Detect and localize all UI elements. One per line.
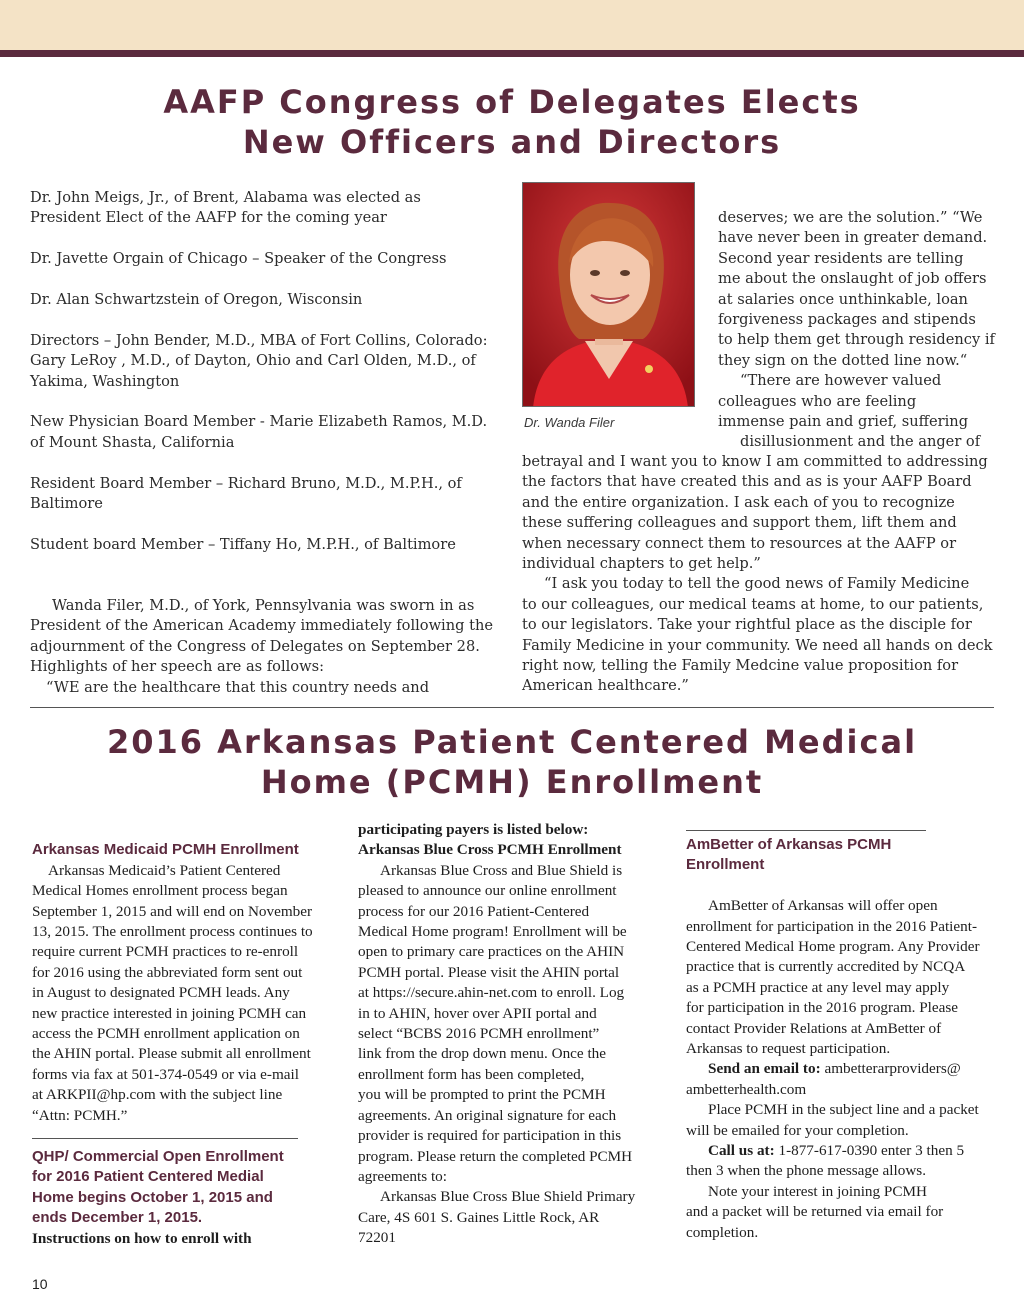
- headline-line: AAFP Congress of Delegates Elects: [163, 83, 861, 121]
- text-line: “I ask you today to tell the good news of Family Medicine: [544, 575, 970, 593]
- text-line: Medical Homes enrollment process began: [32, 882, 288, 900]
- text-line: Gary LeRoy , M.D., of Dayton, Ohio and Carl Olden, M.D., of: [30, 352, 476, 370]
- headline-line: 2016 Arkansas Patient Centered Medical: [106, 723, 918, 761]
- column-spacer: [32, 820, 342, 840]
- text-line: “There are however valued: [740, 372, 942, 390]
- text-line: process for our 2016 Patient-Centered: [358, 902, 590, 920]
- text-line: contact Provider Relations at AmBetter of: [686, 1019, 942, 1037]
- text-line: then 3 when the phone message allows.: [686, 1162, 926, 1180]
- text-line: enrollment for participation in the 2016 Patient-: [686, 917, 978, 935]
- text-line: in August to designated PCMH leads. Any: [32, 984, 290, 1002]
- text-line: agreements. An original signature for each: [358, 1106, 617, 1124]
- text-line: 72201: [358, 1229, 396, 1247]
- text-line: link from the drop down menu. Once the: [358, 1045, 607, 1063]
- text-line: Care, 4S 601 S. Gaines Little Rock, AR: [358, 1208, 600, 1226]
- paragraph-gap: [30, 229, 500, 249]
- text-line: Wanda Filer, M.D., of York, Pennsylvania was sworn in as: [52, 597, 475, 614]
- paragraph-gap: [30, 270, 500, 290]
- text-line: these suffering colleagues and support them, lift them and: [522, 514, 957, 532]
- text-line: Student board Member – Tiffany Ho, M.P.H., of Baltimore: [30, 535, 456, 553]
- section-divider: [30, 707, 994, 708]
- paragraph-gap: [30, 453, 500, 473]
- text-line: Dr. John Meigs, Jr., of Brent, Alabama was elected as: [30, 189, 421, 206]
- article1-headline: [40, 82, 984, 162]
- text-line: adjournment of the Congress of Delegates on September 28.: [30, 637, 480, 655]
- phone-number: 1-877-617-0390 enter 3 then 5: [774, 1142, 965, 1160]
- text-line: open to primary care practices on the AHIN: [358, 943, 625, 961]
- article1-right-wide-column: [522, 452, 1002, 697]
- text-line: Arkansas Blue Cross and Blue Shield is: [380, 861, 623, 879]
- text-line: Family Medicine in your community. We need all hands on deck: [522, 636, 993, 654]
- text-line: Baltimore: [30, 495, 103, 513]
- column-heading: AmBetter of Arkansas PCMH: [686, 836, 892, 853]
- column-heading: Arkansas Medicaid PCMH Enrollment: [32, 841, 299, 859]
- text-line: to our legislators. Take your rightful place as the disciple for: [522, 616, 972, 634]
- text-line: provider is required for participation in this: [358, 1127, 622, 1145]
- medicaid-column: [32, 820, 342, 1249]
- text-line: for participation in the 2016 program. Please: [686, 999, 959, 1017]
- email-label: Send an email to:: [708, 1060, 821, 1078]
- text-line: have never been in greater demand.: [718, 229, 988, 247]
- text-line: Medical Home program! Enrollment will be: [358, 923, 627, 941]
- photo-caption: Dr. Wanda Filer: [524, 415, 615, 430]
- text-line: right now, telling the Family Medcine value proposition for: [522, 657, 959, 675]
- paragraph-gap: [30, 392, 500, 412]
- text-line: Arkansas to request participation.: [686, 1040, 891, 1058]
- text-line: forgiveness packages and stipends: [718, 311, 976, 329]
- text-line: Resident Board Member – Richard Bruno, M.D., M.P.H., of: [30, 474, 462, 492]
- text-line: American healthcare.”: [522, 677, 689, 695]
- text-line: at salaries once unthinkable, loan: [718, 290, 968, 308]
- text-line: in to AHIN, hover over APII portal and: [358, 1004, 597, 1022]
- text-line: deserves; we are the solution.” “We: [718, 209, 983, 226]
- paragraph-gap: [686, 876, 996, 896]
- text-line: September 1, 2015 and will end on November: [32, 902, 313, 920]
- text-line: Instructions on how to enroll with: [32, 1229, 252, 1247]
- text-line: the factors that have created this and as is your AAFP Board: [522, 473, 972, 491]
- text-line: will be emailed for your completion.: [686, 1121, 909, 1139]
- text-line: the AHIN portal. Please submit all enrollment: [32, 1045, 311, 1063]
- text-line: individual chapters to get help.”: [522, 555, 761, 573]
- text-line: program. Please return the completed PCMH: [358, 1147, 633, 1165]
- column-heading: QHP/ Commercial Open Enrollment: [32, 1148, 284, 1166]
- text-line: for 2016 using the abbreviated form sent out: [32, 963, 303, 981]
- headline-line: New Officers and Directors: [242, 123, 782, 161]
- column-heading: Home begins October 1, 2015 and: [32, 1188, 273, 1206]
- text-line: practice that is currently accredited by NCQA: [686, 958, 966, 976]
- text-line: 13, 2015. The enrollment process continues to: [32, 923, 313, 941]
- top-color-band: [0, 0, 1024, 50]
- text-line: me about the onslaught of job offers: [718, 270, 987, 288]
- text-line: to help them get through residency if: [718, 331, 995, 349]
- text-line: when necessary connect them to resources at the AAFP or: [522, 534, 957, 552]
- text-line: Note your interest in joining PCMH: [708, 1182, 927, 1200]
- text-line: betrayal and I want you to know I am committed to addressing: [522, 453, 988, 470]
- text-line: they sign on the dotted line now.“: [718, 351, 968, 369]
- text-line: “WE are the healthcare that this country needs and: [46, 678, 430, 696]
- text-line: enrollment form has been completed,: [358, 1065, 585, 1083]
- text-line: New Physician Board Member - Marie Elizabeth Ramos, M.D.: [30, 413, 488, 431]
- text-line: colleagues who are feeling: [718, 392, 917, 410]
- page-number: 10: [32, 1276, 48, 1292]
- ambetter-column: [686, 820, 996, 1243]
- text-line: Dr. Alan Schwartzstein of Oregon, Wisconsin: [30, 291, 363, 308]
- text-line: completion.: [686, 1223, 759, 1241]
- subsection-rule: [32, 1138, 298, 1139]
- text-line: at ARKPII@hp.com with the subject line: [32, 1086, 283, 1104]
- text-line: new practice interested in joining PCMH can: [32, 1004, 307, 1022]
- email-address-cont: ambetterhealth.com: [686, 1080, 807, 1098]
- text-line: Yakima, Washington: [30, 372, 180, 390]
- portrait-illustration: [523, 183, 695, 407]
- text-line: agreements to:: [358, 1167, 447, 1185]
- article2-headline: [40, 722, 984, 802]
- text-line: Directors – John Bender, M.D., MBA of Fort Collins, Colorado:: [30, 331, 488, 349]
- blue-cross-column: [358, 820, 668, 1249]
- text-line: pleased to announce our online enrollment: [358, 882, 617, 900]
- text-line: President of the American Academy immediately following the: [30, 617, 494, 635]
- portrait-photo: [522, 182, 695, 407]
- phone-label: Call us at:: [708, 1142, 775, 1160]
- text-line: of Mount Shasta, California: [30, 433, 235, 451]
- text-line: and the entire organization. I ask each of you to recognize: [522, 493, 955, 511]
- text-line: disillusionment and the anger of: [740, 433, 981, 451]
- text-line: to our colleagues, our medical teams at home, to our patients,: [522, 595, 984, 613]
- text-line: participating payers is listed below:: [358, 821, 589, 838]
- text-line: President Elect of the AAFP for the coming year: [30, 209, 387, 227]
- article1-left-column: [30, 188, 500, 698]
- paragraph-gap: [30, 576, 500, 596]
- text-line: Place PCMH in the subject line and a packet: [708, 1101, 979, 1119]
- text-line: Arkansas Blue Cross Blue Shield Primary: [380, 1188, 636, 1206]
- text-line: access the PCMH enrollment application on: [32, 1025, 300, 1043]
- top-divider-rule: [0, 50, 1024, 57]
- paragraph-gap: [30, 514, 500, 534]
- text-line: Highlights of her speech are as follows:: [30, 658, 324, 676]
- text-line: Dr. Javette Orgain of Chicago – Speaker of the Congress: [30, 250, 447, 268]
- article1-right-narrow-column: [718, 208, 998, 453]
- column-heading: for 2016 Patient Centered Medial: [32, 1168, 264, 1186]
- text-line: PCMH portal. Please visit the AHIN portal: [358, 963, 620, 981]
- column-heading: Enrollment: [686, 856, 765, 874]
- headline-line: Home (PCMH) Enrollment: [260, 763, 764, 801]
- text-line: Centered Medical Home program. Any Provider: [686, 938, 980, 956]
- text-line: as a PCMH practice at any level may apply: [686, 978, 950, 996]
- text-line: and a packet will be returned via email for: [686, 1203, 944, 1221]
- text-line: at https://secure.ahin-net.com to enroll. Log: [358, 984, 625, 1002]
- subsection-rule: [686, 830, 926, 831]
- text-line: require current PCMH practices to re-enroll: [32, 943, 299, 961]
- paragraph-gap: [30, 310, 500, 330]
- text-line: select “BCBS 2016 PCMH enrollment”: [358, 1025, 600, 1043]
- text-line: Second year residents are telling: [718, 249, 964, 267]
- text-line: Arkansas Medicaid’s Patient Centered: [48, 861, 281, 879]
- text-line: forms via fax at 501-374-0549 or via e-mail: [32, 1065, 299, 1083]
- paragraph-gap: [30, 555, 500, 575]
- text-line: AmBetter of Arkansas will offer open: [708, 897, 938, 915]
- text-line: “Attn: PCMH.”: [32, 1106, 128, 1124]
- column-heading: Arkansas Blue Cross PCMH Enrollment: [358, 841, 622, 859]
- text-line: immense pain and grief, suffering: [718, 413, 969, 431]
- column-heading: ends December 1, 2015.: [32, 1209, 203, 1227]
- text-line: you will be prompted to print the PCMH: [358, 1086, 606, 1104]
- email-address: ambetterarproviders@: [820, 1060, 961, 1078]
